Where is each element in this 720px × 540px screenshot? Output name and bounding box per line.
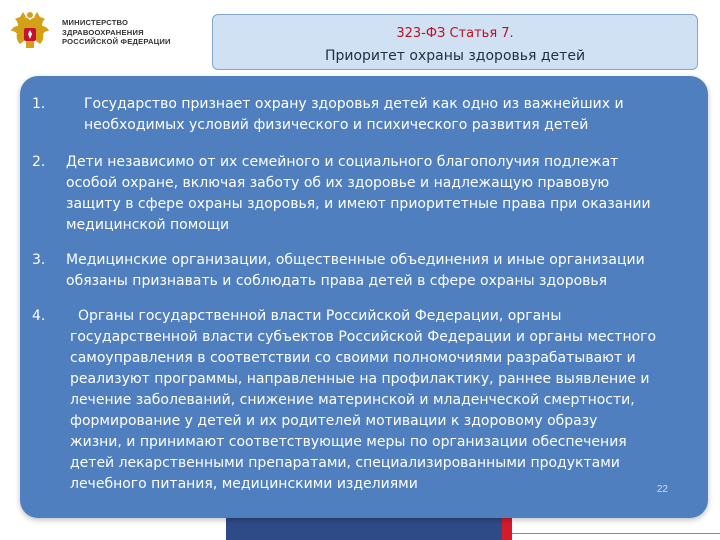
article-item	[32, 152, 651, 236]
ministry-line: ЗДРАВООХРАНЕНИЯ	[62, 27, 144, 37]
item-number: 3.	[32, 252, 46, 268]
item-line: государственной власти субъектов Российской Федерации и органы местного	[70, 329, 657, 345]
slide-title-box	[212, 14, 698, 70]
ministry-name	[62, 18, 171, 47]
item-line: реализуют программы, направленные на профилактику, раннее выявление и	[70, 371, 650, 387]
article-item	[32, 250, 645, 292]
item-line: самоуправления в соответствии со своими полномочиями разрабатывают и	[70, 350, 636, 366]
item-line: медицинской помощи	[66, 217, 230, 233]
law-reference: 323-ФЗ Статья 7.	[396, 26, 514, 41]
item-line: лечение заболеваний, снижение материнской и младенческой смертности,	[70, 392, 635, 408]
article-item	[32, 306, 656, 495]
item-line: обязаны признавать и соблюдать права детей в сфере охраны здоровья	[66, 273, 608, 289]
item-number: 4.	[32, 308, 46, 324]
article-item	[32, 94, 624, 136]
item-number: 2.	[32, 154, 46, 170]
coat-of-arms-icon	[6, 8, 54, 56]
slide-number: 22	[656, 484, 668, 495]
item-text	[84, 94, 624, 136]
ministry-logo	[6, 8, 196, 56]
ministry-line: МИНИСТЕРСТВО	[62, 18, 129, 27]
item-line: Медицинские организации, общественные объединения и иные организации	[66, 252, 645, 268]
item-text	[70, 306, 656, 495]
item-line: лечебного питания, медицинскими изделиями	[70, 476, 418, 492]
item-number: 1.	[32, 96, 46, 112]
footer-rule	[512, 533, 720, 534]
item-text	[66, 250, 645, 292]
item-line: Дети независимо от их семейного и социального благополучия подлежат	[66, 154, 619, 170]
item-line: необходимых условий физического и психического развития детей	[84, 117, 589, 133]
slide-title: Приоритет охраны здоровья детей	[324, 48, 586, 64]
ministry-line: РОССИЙСКОЙ ФЕДЕРАЦИИ	[62, 37, 171, 47]
item-line: формирование у детей и их родителей мотивации к здоровому образу	[70, 413, 598, 429]
item-line: детей лекарственными препаратами, специализированными продуктами	[70, 455, 620, 471]
item-line: Государство признает охрану здоровья детей как одно из важнейших и	[84, 96, 624, 112]
item-line: Органы государственной власти Российской Федерации, органы	[78, 308, 562, 324]
item-text	[66, 152, 651, 236]
item-line: защиту в сфере охраны здоровья, и имеют приоритетные права при оказании	[66, 196, 651, 212]
article-content-panel	[20, 76, 708, 518]
item-line: жизни, и принимают соответствующие меры по организации обеспечения	[70, 434, 627, 450]
item-line: особой охране, включая заботу об их здоровье и надлежащую правовую	[66, 175, 610, 191]
